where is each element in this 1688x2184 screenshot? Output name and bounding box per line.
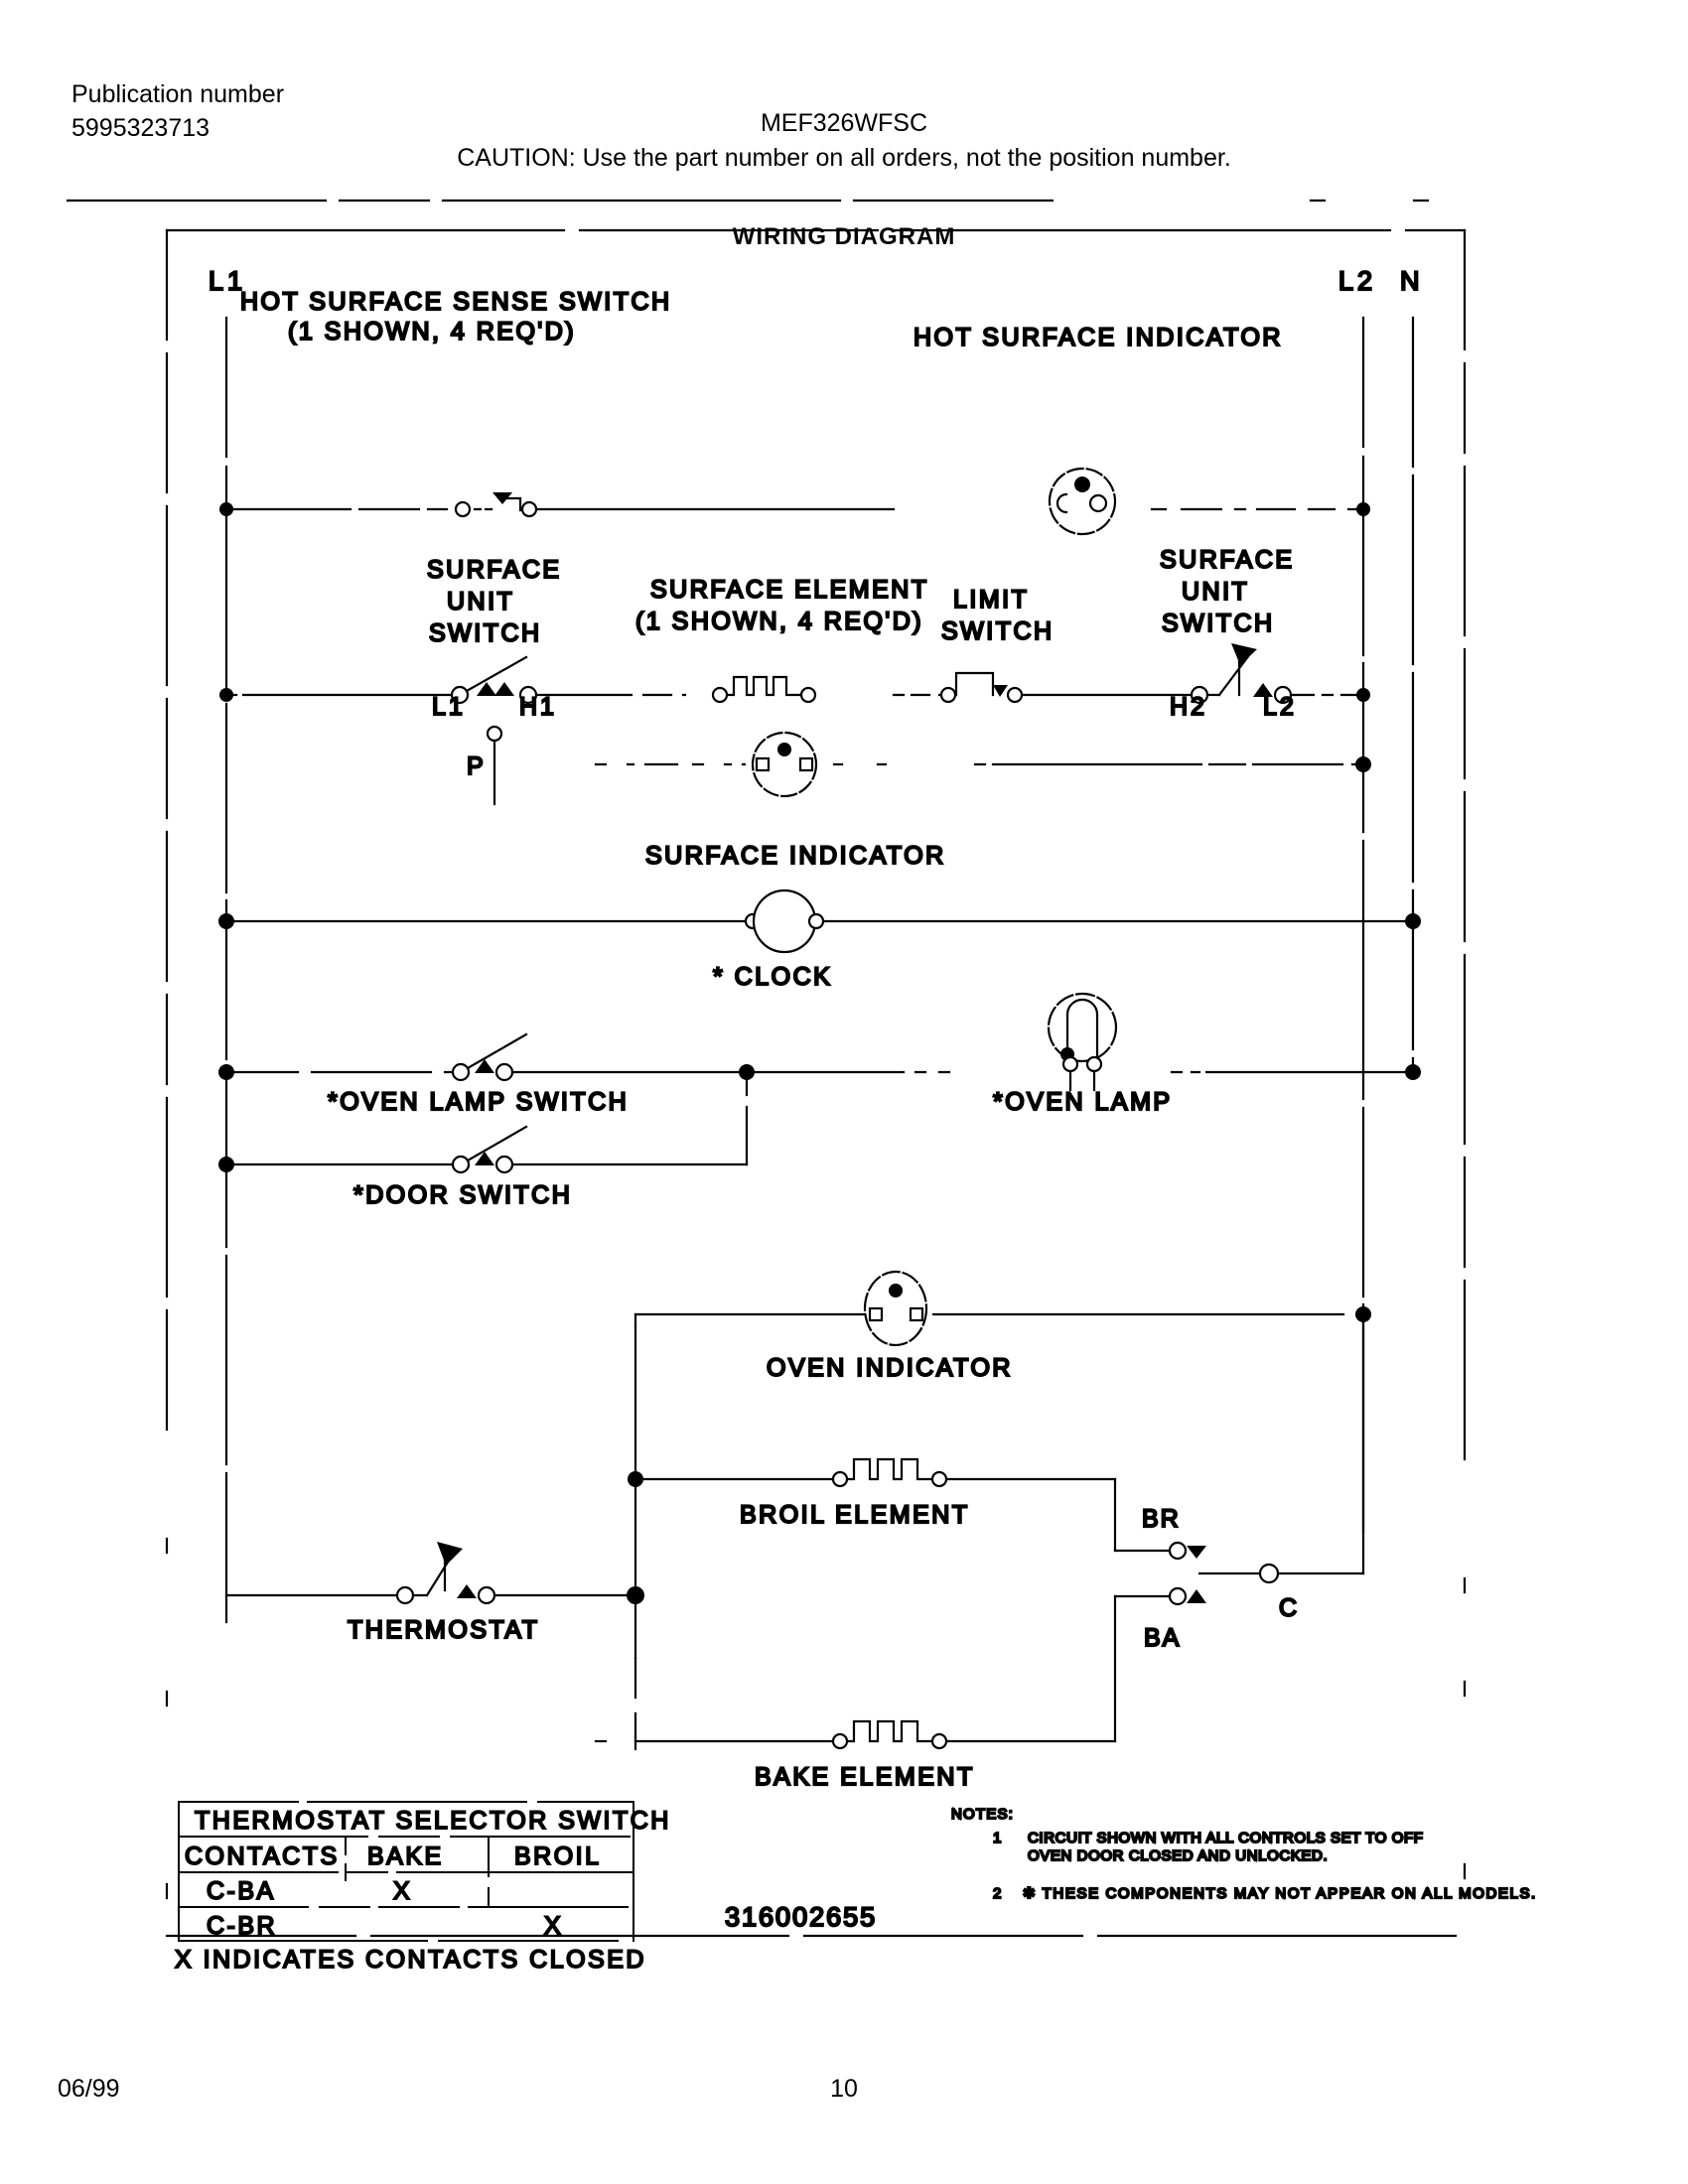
terminal-circle — [809, 914, 823, 928]
thermostat-selector-table — [175, 1802, 671, 1974]
junction-dot — [1356, 502, 1370, 516]
switch-blade — [467, 657, 526, 691]
label-broil-element: BROIL ELEMENT — [740, 1501, 970, 1529]
junction-dot — [1405, 1064, 1421, 1080]
notes-label: NOTES: — [951, 1806, 1015, 1823]
label-terminal-l1: L1 — [432, 693, 466, 721]
terminal-circle — [941, 688, 955, 702]
terminal-circle — [1008, 688, 1022, 702]
row-oven-indicator — [635, 1272, 1371, 1382]
row-thermostat — [226, 1479, 644, 1737]
row-hot-surface — [219, 288, 1370, 534]
label-surface-unit-switch-left-2: UNIT — [447, 588, 515, 615]
revision-date: 06/99 — [58, 2075, 120, 2103]
rail-label-l2: L2 — [1338, 266, 1377, 296]
terminal-p — [488, 727, 501, 741]
terminal-circle — [801, 688, 815, 702]
label-bake-element: BAKE ELEMENT — [755, 1763, 975, 1791]
schematic-part-number: 316002655 — [725, 1902, 878, 1932]
rail-label-n: N — [1400, 266, 1420, 296]
terminal-circle — [496, 1157, 512, 1172]
label-limit-switch-1: LIMIT — [953, 586, 1030, 614]
wiring-schematic — [0, 248, 1688, 2035]
terminal-circle — [397, 1587, 413, 1603]
selector-row-0-contacts: C-BA — [207, 1877, 276, 1905]
terminal-c — [1260, 1565, 1278, 1582]
selector-row-1-contacts: C-BR — [207, 1912, 278, 1940]
label-hot-surface-indicator: HOT SURFACE INDICATOR — [914, 324, 1283, 351]
label-thermostat: THERMOSTAT — [348, 1616, 540, 1644]
junction-dot — [1355, 756, 1371, 772]
selector-table-title: THERMOSTAT SELECTOR SWITCH — [195, 1807, 671, 1835]
note-2-line-1: ✱ THESE COMPONENTS MAY NOT APPEAR ON ALL MODELS. — [1023, 1885, 1537, 1902]
label-surface-unit-switch-right-1: SURFACE — [1160, 546, 1295, 574]
row-oven-lamp — [218, 994, 1421, 1116]
model-number: MEF326WFSC — [760, 109, 928, 137]
note-2-number: 2 — [993, 1885, 1002, 1902]
label-terminal-p: P — [467, 752, 484, 780]
terminal-circle — [833, 1472, 847, 1486]
terminal-circle — [496, 1064, 512, 1080]
label-surface-element: SURFACE ELEMENT — [650, 576, 929, 604]
junction-dot — [1405, 913, 1421, 929]
row-surface-indicator — [596, 733, 1371, 870]
label-terminal-br: BR — [1142, 1505, 1181, 1533]
label-oven-indicator: OVEN INDICATOR — [767, 1354, 1013, 1382]
label-hot-surface-sense-switch: HOT SURFACE SENSE SWITCH — [240, 288, 672, 316]
lamp-filament-dot — [1074, 477, 1090, 492]
terminal-circle — [522, 502, 536, 516]
selector-row-1-broil: X — [544, 1912, 561, 1940]
terminal-circle — [456, 502, 470, 516]
page-number: 10 — [830, 2075, 858, 2103]
terminal-circle — [932, 1734, 946, 1748]
caution-text: CAUTION: Use the part number on all orders, not the position number. — [457, 144, 1231, 172]
label-surface-unit-switch-right-2: UNIT — [1182, 578, 1250, 606]
terminal-circle — [833, 1734, 847, 1748]
label-terminal-l2-right: L2 — [1263, 693, 1297, 721]
terminal-circle — [453, 1157, 469, 1172]
selector-table-footnote: X INDICATES CONTACTS CLOSED — [175, 1946, 646, 1974]
label-door-switch: *DOOR SWITCH — [353, 1181, 573, 1209]
note-1-line-2: OVEN DOOR CLOSED AND UNLOCKED. — [1028, 1847, 1329, 1864]
label-surface-unit-switch-right-3: SWITCH — [1162, 610, 1275, 637]
label-surface-element-qty: (1 SHOWN, 4 REQ'D) — [635, 608, 924, 635]
page-title: WIRING DIAGRAM — [732, 223, 956, 250]
label-terminal-c: C — [1279, 1594, 1298, 1622]
row-clock — [218, 890, 1421, 991]
label-surface-indicator: SURFACE INDICATOR — [645, 842, 946, 870]
row-bake-element — [596, 1588, 1206, 1791]
terminal-br — [1170, 1543, 1186, 1559]
label-terminal-h2: H2 — [1170, 693, 1207, 721]
terminal-circle — [713, 688, 727, 702]
lamp-filament-dot — [777, 743, 791, 756]
notes-block — [951, 1806, 1537, 1902]
label-hot-surface-sense-switch-qty: (1 SHOWN, 4 REQ'D) — [288, 318, 577, 345]
note-1-line-1: CIRCUIT SHOWN WITH ALL CONTROLS SET TO OFF — [1028, 1830, 1424, 1846]
clock-motor — [754, 890, 815, 952]
label-oven-lamp-switch: *OVEN LAMP SWITCH — [328, 1088, 630, 1116]
label-surface-unit-switch-left-1: SURFACE — [427, 556, 562, 584]
selector-row-0-bake: X — [393, 1877, 410, 1905]
label-terminal-ba: BA — [1144, 1624, 1182, 1652]
label-oven-lamp: *OVEN LAMP — [993, 1088, 1173, 1116]
rail-label-l1: L1 — [209, 266, 247, 296]
terminal-circle — [932, 1472, 946, 1486]
label-clock: * CLOCK — [713, 963, 833, 991]
junction-dot — [1356, 688, 1370, 702]
common-contact-c — [1199, 1314, 1363, 1622]
selector-table-header-contacts: CONTACTS — [185, 1843, 340, 1870]
terminal-circle — [453, 1064, 469, 1080]
note-1-number: 1 — [993, 1830, 1002, 1846]
publication-number: 5995323713 — [71, 114, 211, 142]
label-terminal-h1: H1 — [519, 693, 557, 721]
terminal-circle — [479, 1587, 494, 1603]
selector-table-header-broil: BROIL — [514, 1843, 602, 1870]
label-surface-unit-switch-left-3: SWITCH — [429, 619, 542, 647]
terminal-ba — [1170, 1588, 1186, 1604]
publication-label: Publication number — [71, 80, 285, 108]
lamp-filament-dot — [889, 1284, 903, 1297]
label-limit-switch-2: SWITCH — [941, 617, 1055, 645]
selector-table-header-bake: BAKE — [367, 1843, 444, 1870]
